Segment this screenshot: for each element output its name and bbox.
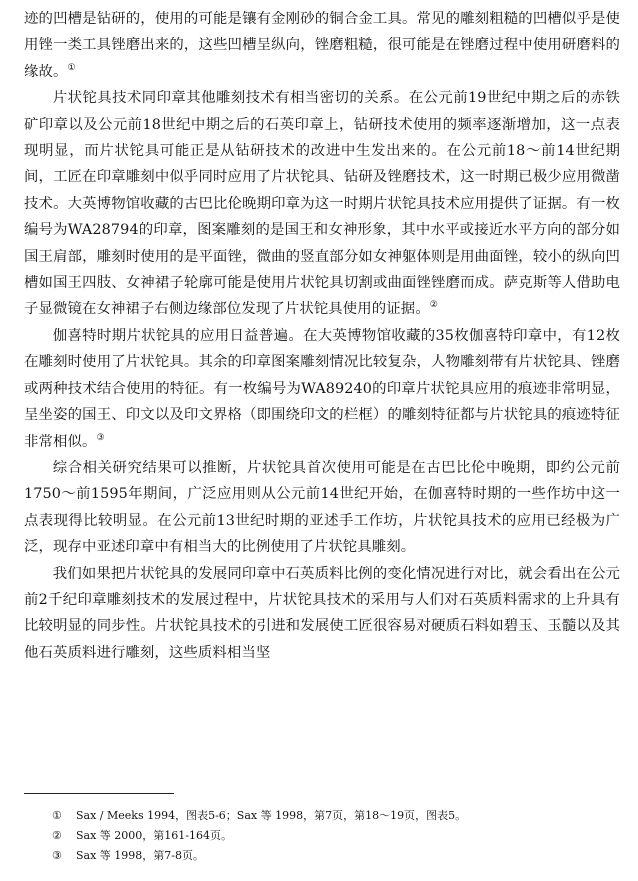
- footnote-1-text: Sax / Meeks 1994，图表5-6；Sax 等 1998，第7页，第18～19页，图表5。: [76, 809, 467, 822]
- footnote-3-text: Sax 等 1998，第7-8页。: [76, 849, 204, 862]
- paragraph-5: [24, 561, 620, 667]
- footnote-2-text: Sax 等 2000，第161-164页。: [76, 829, 232, 842]
- footnote-1-mark: ①: [52, 809, 62, 822]
- paragraph-1-text: 迹的凹槽是钻研的，使用的可能是镶有金刚砂的铜合金工具。常见的雕刻粗糙的凹槽似乎是使用锉一类工具锉磨出来的，这些凹槽呈纵向，锉磨粗糙，很可能是在锉磨过程中使用研磨料的缘故。: [24, 11, 620, 80]
- paragraph-3: [24, 323, 620, 455]
- paragraph-1: [24, 6, 620, 85]
- paragraph-4: [24, 455, 620, 561]
- footnote-ref-2: ②: [429, 300, 438, 311]
- paragraph-5-text: 我们如果把片状铊具的发展同印章中石英质料比例的变化情况进行对比，就会看出在公元前2千纪印章雕刻技术的发展过程中，片状铊具技术的采用与人们对石英质料需求的上升具有比较明显的同步性。片状铊具技术的引进和发展使工匠很容易对硬质石料如碧玉、玉髓以及其他石英质料进行雕刻，这些质料相当坚: [24, 565, 620, 661]
- footnote-3: [52, 846, 612, 866]
- paragraph-2-text: 片状铊具技术同印章其他雕刻技术有相当密切的关系。在公元前19世纪中期之后的赤铁矿印章以及公元前18世纪中期之后的石英印章上，钻研技术使用的频率逐渐增加，这一点表现明显，而片状铊具可能正是从钻研技术的改进中生发出来的。在公元前18～前14世纪期间，工匠在印章雕刻中似乎同时应用了片状铊具、钻研及锉磨技术，这一时期已极少应用微凿技术。大英博物馆收藏的古巴比伦晚期印章为这一时期片状铊具技术应用提供了证据。有一枚编号为WA28794的印章，图案雕刻的是国王和女神形象，其中水平或接近水平方向的部分如国王肩部，雕刻时使用的是平面锉，微曲的竖直部分如女神躯体则是用曲面锉，较小的纵向凹槽如国王四肢、女神裙子轮廓可能是使用片状铊具切割或曲面锉锉磨而成。萨克斯等人借助电子显微镜在女神裙子右侧边缘部位发现了片状铊具使用的证据。: [24, 90, 620, 318]
- paragraph-2: [24, 85, 620, 323]
- footnote-divider: [24, 793, 174, 794]
- footnote-ref-1: ①: [67, 63, 76, 74]
- paragraph-3-text: 伽喜特时期片状铊具的应用日益普遍。在大英博物馆收藏的35枚伽喜特印章中，有12枚在雕刻时使用了片状铊具。其余的印章图案雕刻情况比较复杂，人物雕刻带有片状铊具、锉磨或两种技术结合使用的特征。有一枚编号为WA89240的印章片状铊具应用的痕迹非常明显，呈坐姿的国王、印文以及印文界格（即围绕印文的栏框）的雕刻特征都与片状铊具的痕迹特征非常相似。: [24, 327, 620, 450]
- footnote-ref-3: ③: [96, 432, 105, 443]
- footnote-1: [52, 806, 612, 826]
- paragraph-4-text: 综合相关研究结果可以推断，片状铊具首次使用可能是在古巴比伦中晚期，即约公元前1750～前1595年期间，广泛应用则从公元前14世纪开始，在伽喜特时期的一些作坊中这一点表现得比较明显。在公元前13世纪时期的亚述手工作坊，片状铊具技术的应用已经极为广泛，现存中亚述印章中有相当大的比例使用了片状铊具雕刻。: [24, 459, 620, 556]
- footnote-2: [52, 826, 612, 846]
- footnote-2-mark: ②: [52, 829, 62, 842]
- page-body: [24, 6, 620, 666]
- footnote-3-mark: ③: [52, 849, 62, 862]
- footnotes: [52, 806, 612, 866]
